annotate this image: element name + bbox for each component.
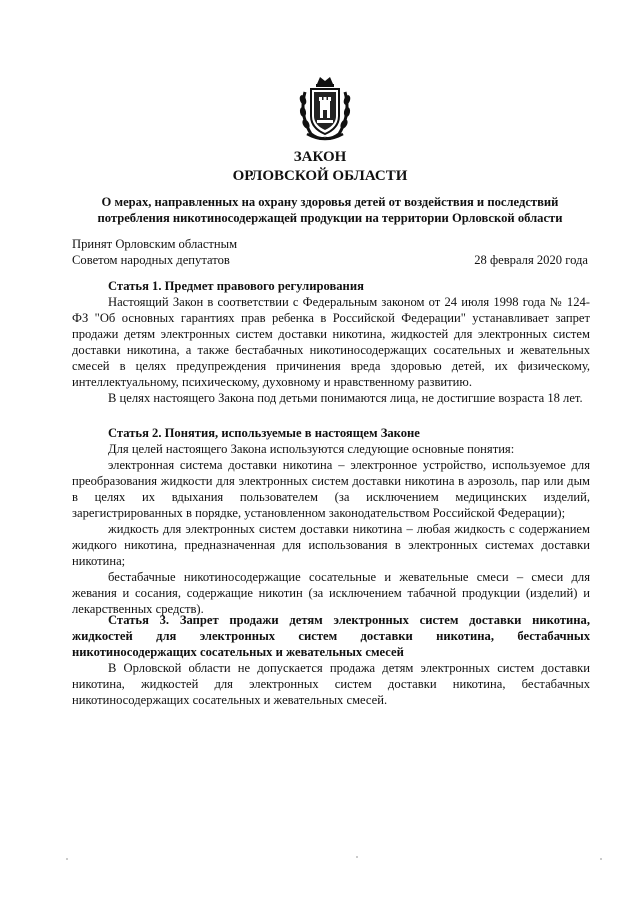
article-1-paragraph-1: Настоящий Закон в соответствии с Федеральным законом от 24 июля 1998 года № 124-ФЗ "Об основных гарантиях прав ребенка в Российской Федерации" устанавливает запрет продажи детям электронных систем доставки никотина, жидкостей для электронных систем доставки никотина, а также бестабачных никотиносодержащих сосательных и жевательных смесей в целях предупреждения причинения вреда здоровью детей, их физическому, интеллектуальному, психическому, духовному и нравственному развитию. — [72, 295, 590, 389]
adopted-by-line2: Советом народных депутатов — [72, 253, 230, 267]
article-2-paragraph-3: жидкость для электронных систем доставки никотина – любая жидкость с содержанием жидкого никотина, предназначенная для использования в электронных системах доставки никотина; — [72, 522, 590, 568]
law-title-line2: ОРЛОВСКОЙ ОБЛАСТИ — [232, 168, 408, 184]
scan-speck — [356, 856, 358, 858]
article-1-paragraph-2: В целях настоящего Закона под детьми понимаются лица, не достигшие возраста 18 лет. — [108, 391, 583, 405]
article-1-heading: Статья 1. Предмет правового регулирования — [108, 279, 364, 293]
article-2-paragraph-1: Для целей настоящего Закона используются следующие основные понятия: — [108, 442, 515, 456]
article-2-paragraph-4: бестабачные никотиносодержащие сосательные и жевательные смеси – смеси для жевания и сосания, содержащие никотин (за исключением табачной продукции (изделий) и лекарственных средств). — [72, 570, 590, 616]
law-subtitle: О мерах, направленных на охрану здоровья детей от воздействия и последствий потребления никотиносодержащей продукции на территории Орловской области — [97, 195, 563, 225]
law-title-line1: ЗАКОН — [293, 149, 347, 165]
scan-speck — [66, 858, 68, 860]
adopted-by-line1: Принят Орловским областным — [72, 237, 238, 251]
article-1 — [72, 278, 590, 406]
coat-of-arms-emblem — [295, 74, 355, 142]
scan-speck — [600, 858, 602, 860]
article-3 — [72, 612, 590, 708]
article-2 — [72, 425, 590, 617]
article-3-paragraph-1: В Орловской области не допускается продажа детям электронных систем доставки никотина, жидкостей для электронных систем доставки никотина, бестабачных никотиносодержащих сосательных и жевательных смесей. — [72, 661, 590, 707]
article-2-paragraph-2: электронная система доставки никотина – электронное устройство, используемое для преобразования жидкости для электронных систем доставки никотина в аэрозоль, пар или дым в целях их вдыхания пользователем (за исключением медицинских изделий, зарегистрированных в порядке, установленном законодательством Российской Федерации); — [72, 458, 590, 520]
adoption-date: 28 февраля 2020 года — [474, 253, 588, 267]
article-2-heading: Статья 2. Понятия, используемые в настоящем Законе — [108, 426, 420, 440]
article-3-heading: Статья 3. Запрет продажи детям электронных систем доставки никотина, жидкостей для электронных систем доставки никотина, бестабачных никотиносодержащих сосательных и жевательных смесей — [72, 613, 590, 659]
